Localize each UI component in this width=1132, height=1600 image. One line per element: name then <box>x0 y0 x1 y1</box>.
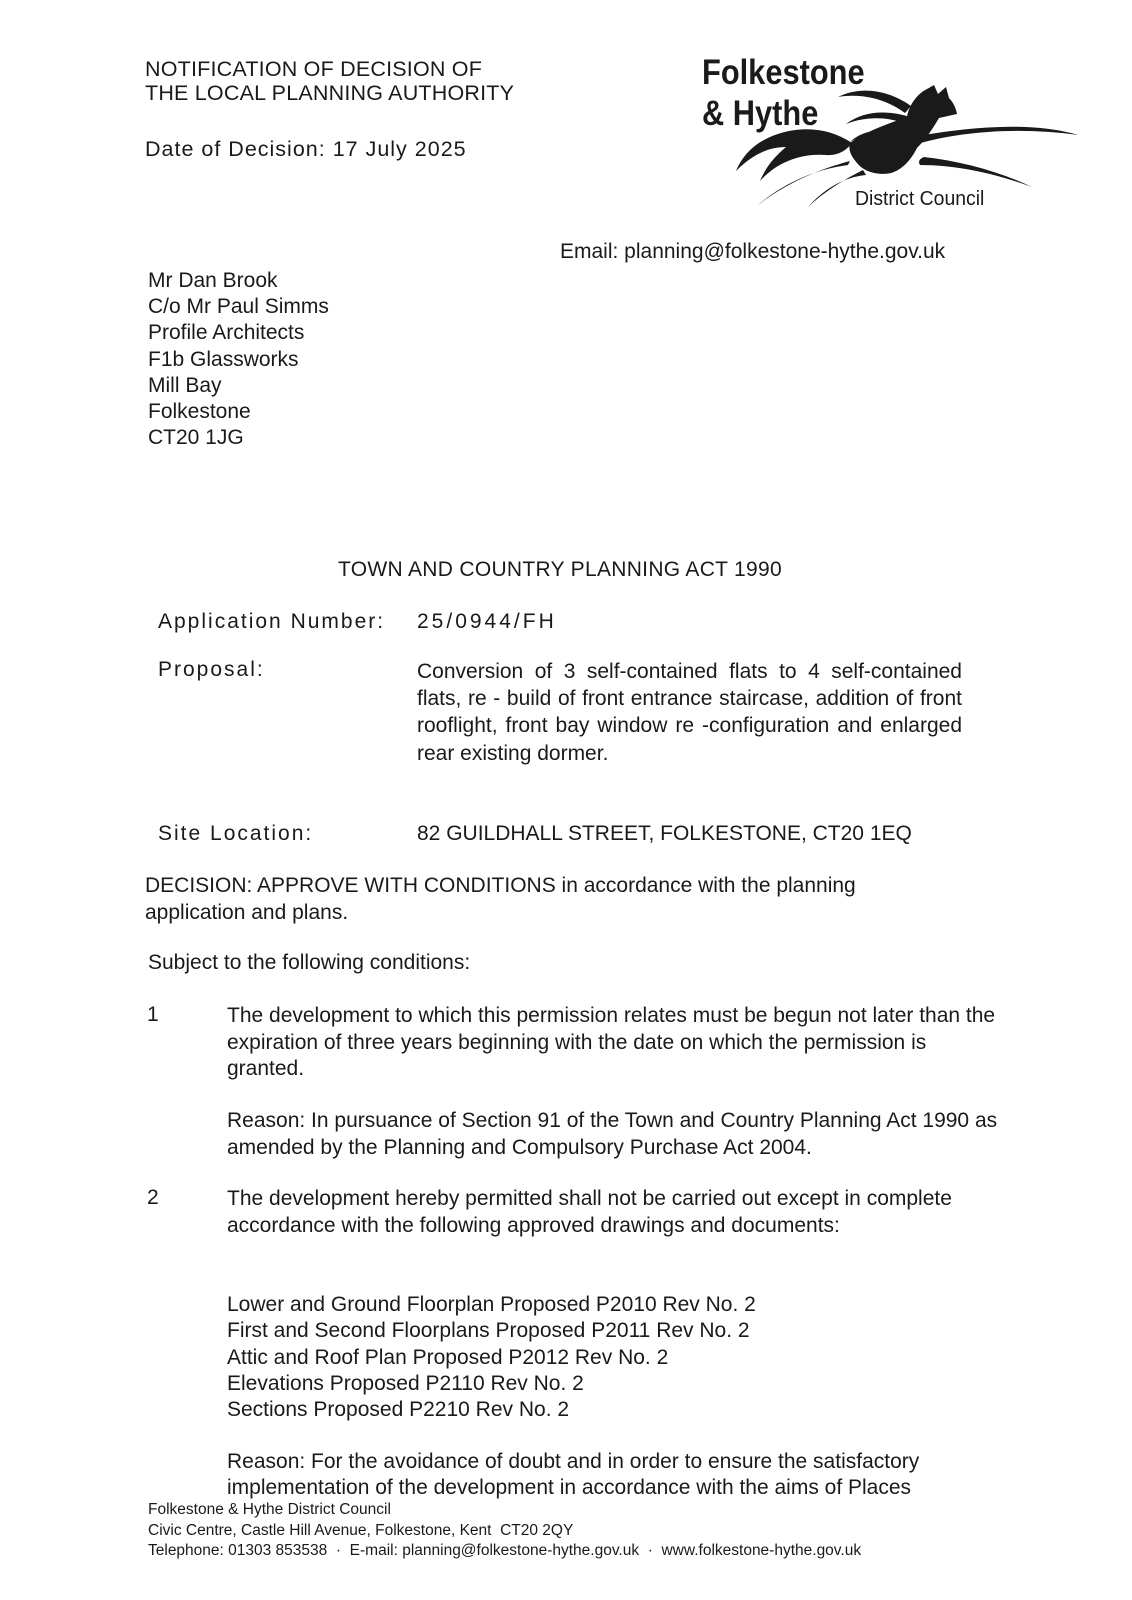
application-number-value: 25/0944/FH <box>417 610 557 633</box>
recipient-postcode: CT20 1JG <box>148 426 244 450</box>
recipient-address-line1: F1b Glassworks <box>148 347 299 371</box>
council-logo-name-line1: Folkestone <box>702 53 865 92</box>
recipient-company: Profile Architects <box>148 321 305 345</box>
page-footer <box>148 1500 1048 1562</box>
footer-address: Civic Centre, Castle Hill Avenue, Folkestone, Kent CT20 2QY <box>148 1521 574 1539</box>
recipient-town: Folkestone <box>148 400 251 424</box>
proposal-value: Conversion of 3 self-contained flats to 4 self-contained flats, re - build of front entrance staircase, addition of front rooflight, front bay window re -configuration and enlarged rear existing dormer. <box>417 660 962 765</box>
document-title <box>145 58 514 105</box>
council-logo <box>700 52 1082 217</box>
footer-contact: Telephone: 01303 853538 · E-mail: planning@folkestone-hythe.gov.uk · www.folkestone-hythe.gov.uk <box>148 1542 862 1559</box>
decision-statement: DECISION: APPROVE WITH CONDITIONS in accordance with the planning application and plans. <box>145 874 856 924</box>
drawing-item: Lower and Ground Floorplan Proposed P2010 Rev No. 2 <box>227 1293 756 1316</box>
council-logo-subtitle: District Council <box>855 188 985 210</box>
drawing-item: Sections Proposed P2210 Rev No. 2 <box>227 1398 570 1422</box>
condition-2-reason: Reason: For the avoidance of doubt and in order to ensure the satisfactory implementation of the development in accordance with the aims of Places <box>227 1450 920 1499</box>
condition-1-reason: Reason: In pursuance of Section 91 of the Town and Country Planning Act 1990 as amended by the Planning and Compulsory Purchase Act 2004. <box>227 1109 998 1159</box>
recipient-address <box>148 268 329 451</box>
document-title-line1: NOTIFICATION OF DECISION OF <box>145 57 483 81</box>
decision-date: Date of Decision: 17 July 2025 <box>145 137 467 161</box>
condition-2-text: The development hereby permitted shall not be carried out except in complete accordance with the following approved drawings and documents: <box>227 1187 952 1237</box>
condition-1-number: 1 <box>147 1003 159 1026</box>
application-number-label: Application Number: <box>158 610 386 633</box>
condition-1-text: The development to which this permission relates must be begun not later than the expiration of three years beginning with the date on which the permission is granted. <box>227 1004 996 1080</box>
drawing-item: Attic and Roof Plan Proposed P2012 Rev No. 2 <box>227 1345 669 1369</box>
planning-email: Email: planning@folkestone-hythe.gov.uk <box>560 240 946 263</box>
drawing-item: First and Second Floorplans Proposed P2011 Rev No. 2 <box>227 1319 750 1343</box>
site-location-value: 82 GUILDHALL STREET, FOLKESTONE, CT20 1EQ <box>417 822 912 845</box>
document-title-line2: THE LOCAL PLANNING AUTHORITY <box>145 80 515 105</box>
council-logo-name-line2: & Hythe <box>702 94 819 133</box>
recipient-care-of: C/o Mr Paul Simms <box>148 295 329 319</box>
conditions-intro: Subject to the following conditions: <box>148 951 471 974</box>
footer-council-name: Folkestone & Hythe District Council <box>148 1501 391 1518</box>
drawing-item: Elevations Proposed P2110 Rev No. 2 <box>227 1371 584 1395</box>
condition-2-number: 2 <box>147 1186 159 1209</box>
act-title: TOWN AND COUNTRY PLANNING ACT 1990 <box>338 558 782 581</box>
recipient-address-line2: Mill Bay <box>148 373 222 397</box>
proposal-label: Proposal: <box>158 658 265 681</box>
site-location-label: Site Location: <box>158 822 314 845</box>
recipient-name: Mr Dan Brook <box>148 269 278 292</box>
approved-drawings-list <box>227 1292 1002 1423</box>
